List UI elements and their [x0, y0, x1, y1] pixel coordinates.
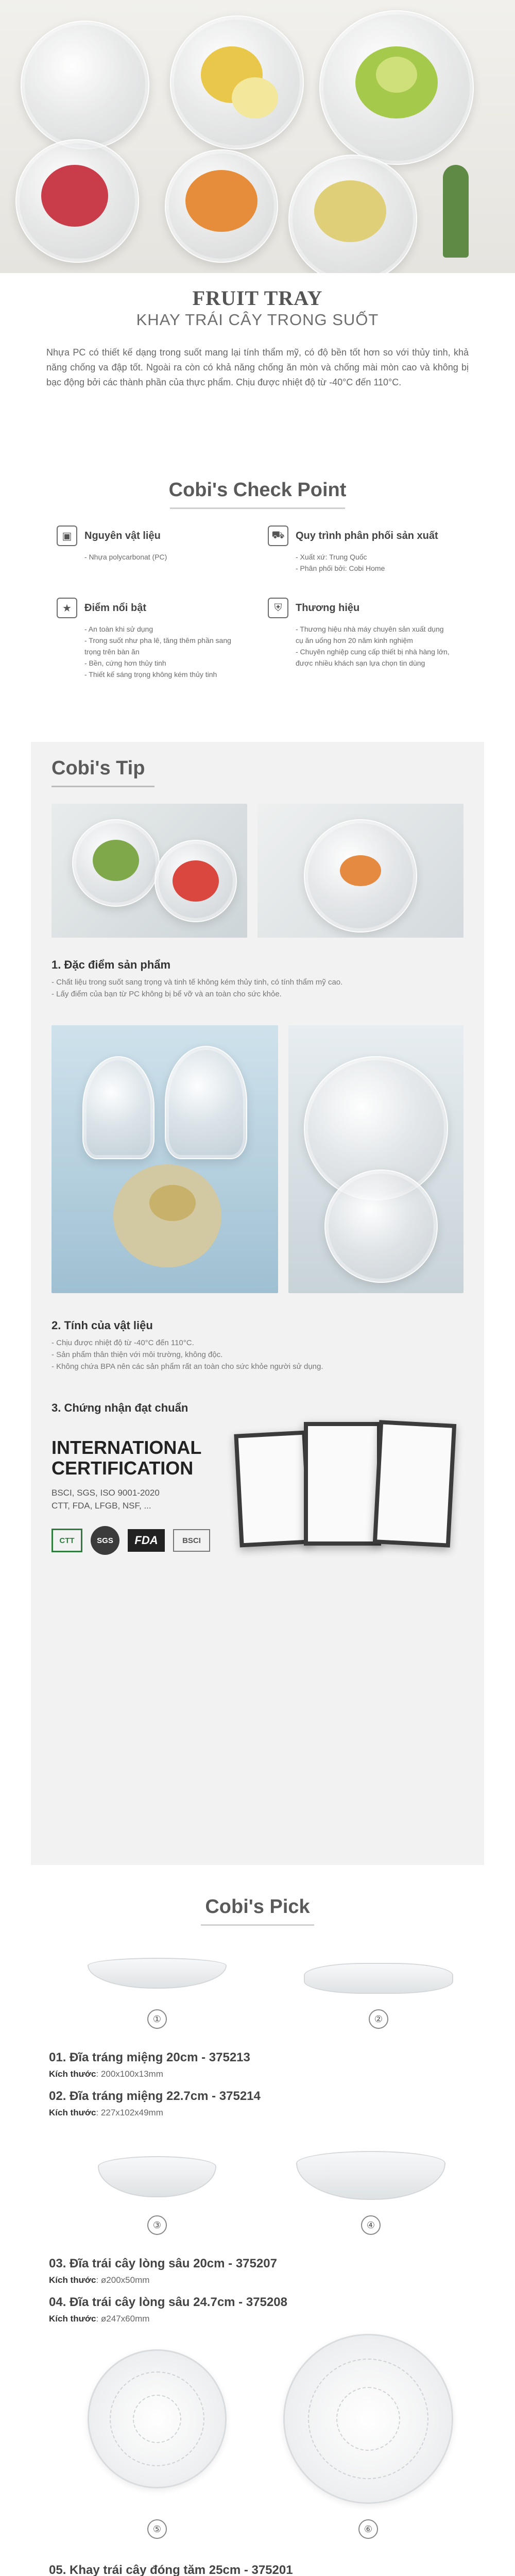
fruit-photo [314, 180, 386, 242]
fruit-photo [41, 165, 108, 227]
fda-logo: FDA [128, 1529, 165, 1552]
checkpoint-text: - Nhựa polycarbonat (PC) [84, 553, 167, 561]
tip-section-title: 3. Chứng nhận đạt chuẩn [52, 1401, 188, 1414]
tip-section-title: 2. Tính của vật liệu [52, 1319, 153, 1332]
size-value: ø200x50mm [100, 2275, 150, 2285]
plant-photo [443, 165, 469, 258]
hero-image [0, 0, 515, 273]
checkpoint-text: - Xuất xứ: Trung Quốc - Phân phối bởi: Cobi Home [296, 553, 385, 572]
cert-heading [52, 1437, 201, 1479]
tip-heading: Cobi's Tip [52, 757, 145, 779]
checkpoint-heading: Cobi's Check Point [168, 479, 347, 501]
product-name: 03. Đĩa trái cây lòng sâu 20cm - 375207 [49, 2257, 277, 2270]
product-image [98, 2156, 216, 2197]
product-number: ① [147, 2009, 167, 2029]
product-image [304, 1963, 453, 1994]
certificate-image [234, 1430, 312, 1547]
checkpoint-highlight [57, 598, 252, 680]
size-value: 200x100x13mm [100, 2069, 163, 2079]
tip-section-text: - Chịu được nhiệt độ từ -40°C đến 110°C. - Sản phẩm thân thiện với môi trường, không độc. - Không chứa BPA nên các sản phẩm rất an toàn cho sức khỏe người sử dụng. [52, 1338, 323, 1371]
cert-logos [52, 1525, 216, 1556]
shield-icon: ⛨ [268, 598, 288, 618]
product-image [88, 1958, 227, 1989]
intro-paragraph: Nhựa PC có thiết kế dạng trong suốt mang lại tính thẩm mỹ, có độ bền tốt hơn so với thủy tinh, khả năng chống va đập tốt. Ngoài ra còn có khả năng chống ăn mòn và chống mài mòn cao và không bị bạc động bởi các thành phần của thực phẩm. Chịu được nhiệt độ từ -40°C đến 110°C. [46, 347, 469, 387]
product-size: Kích thước: ø247x60mm [49, 2314, 150, 2324]
tip-photo [288, 1025, 464, 1293]
checkpoint-label: Thương hiệu [296, 602, 360, 614]
product-name: 04. Đĩa trái cây lòng sâu 24.7cm - 375208 [49, 2295, 287, 2309]
product-name: 05. Khay trái cây đóng tăm 25cm - 375201 [49, 2563, 293, 2576]
page-title: FRUIT TRAY [192, 286, 323, 310]
page-subtitle: KHAY TRÁI CÂY TRONG SUỐT [136, 311, 379, 329]
tip-section-text: - Chất liệu trong suốt sang trọng và tinh tế không kém thủy tinh, có tính thẩm mỹ cao. - Lấy điểm của bạn từ PC không bị bể vỡ và an toàn cho sức khỏe. [52, 978, 343, 998]
product-size: Kích thước: ø200x50mm [49, 2275, 150, 2285]
glass-plate-photo [21, 21, 149, 149]
tip-photo [52, 1025, 278, 1293]
fruit-photo [232, 77, 278, 118]
star-icon: ★ [57, 598, 77, 618]
cert-heading-line: INTERNATIONAL [52, 1437, 202, 1458]
sgs-logo: SGS [91, 1526, 119, 1555]
checkpoint-label: Điểm nổi bật [84, 602, 147, 614]
product-number: ② [369, 2009, 388, 2029]
size-label: Kích thước [49, 2069, 96, 2079]
certificate-image [304, 1422, 381, 1546]
checkpoint-text: - Thương hiệu nhà máy chuyên sản xuất dụng cụ ăn uống hơn 20 năm kinh nghiệm - Chuyên nghiệp cung cấp thiết bị nhà hàng lớn, được nhiều khách sạn lựa chọn tin dùng [296, 625, 450, 667]
tip-photo [258, 804, 464, 938]
divider [170, 507, 345, 509]
checkpoint-label: Nguyên vật liệu [84, 530, 161, 541]
size-label: Kích thước [49, 2314, 96, 2324]
product-number: ③ [147, 2215, 167, 2235]
size-label: Kích thước [49, 2275, 96, 2285]
divider [52, 786, 154, 787]
fruit-photo [185, 170, 258, 232]
product-image [296, 2151, 445, 2200]
size-value: ø247x60mm [100, 2314, 150, 2324]
checkpoint-text: - An toàn khi sử dụng - Trong suốt như pha lê, tăng thêm phần sang trọng trên bàn ăn - Bền, cứng hơn thủy tinh - Thiết kế sáng trọng không kém thủy tinh [84, 625, 231, 679]
product-number: ⑥ [358, 2519, 378, 2539]
checkpoint-material [57, 526, 252, 563]
product-image [88, 2349, 227, 2488]
product-image [283, 2334, 453, 2504]
product-size: Kích thước: 227x102x49mm [49, 2108, 163, 2117]
ctt-logo: CTT [52, 1529, 82, 1552]
certificate-image [373, 1420, 456, 1548]
checkpoint-label: Quy trình phân phối sản xuất [296, 530, 438, 541]
size-value: 227x102x49mm [100, 2108, 163, 2117]
tip-section-title: 1. Đặc điểm sản phẩm [52, 958, 171, 971]
truck-icon: ⛟ [268, 526, 288, 546]
material-icon: ▣ [57, 526, 77, 546]
product-size: Kích thước: 200x100x13mm [49, 2069, 163, 2079]
cert-heading-line: CERTIFICATION [52, 1458, 194, 1479]
fruit-photo [376, 57, 417, 93]
checkpoint-distribution [268, 526, 464, 574]
size-label: Kích thước [49, 2108, 96, 2117]
checkpoint-brand [268, 598, 464, 669]
product-name: 02. Đĩa tráng miệng 22.7cm - 375214 [49, 2089, 261, 2103]
pick-heading: Cobi's Pick [205, 1896, 310, 1918]
divider [201, 1924, 314, 1926]
tip-photo [52, 804, 247, 938]
cert-list: BSCI, SGS, ISO 9001-2020 CTT, FDA, LFGB, NSF, ... [52, 1488, 160, 1511]
product-number: ④ [361, 2215, 381, 2235]
product-number: ⑤ [147, 2519, 167, 2539]
bsci-logo: BSCI [173, 1529, 210, 1552]
product-name: 01. Đĩa tráng miệng 20cm - 375213 [49, 2050, 250, 2064]
